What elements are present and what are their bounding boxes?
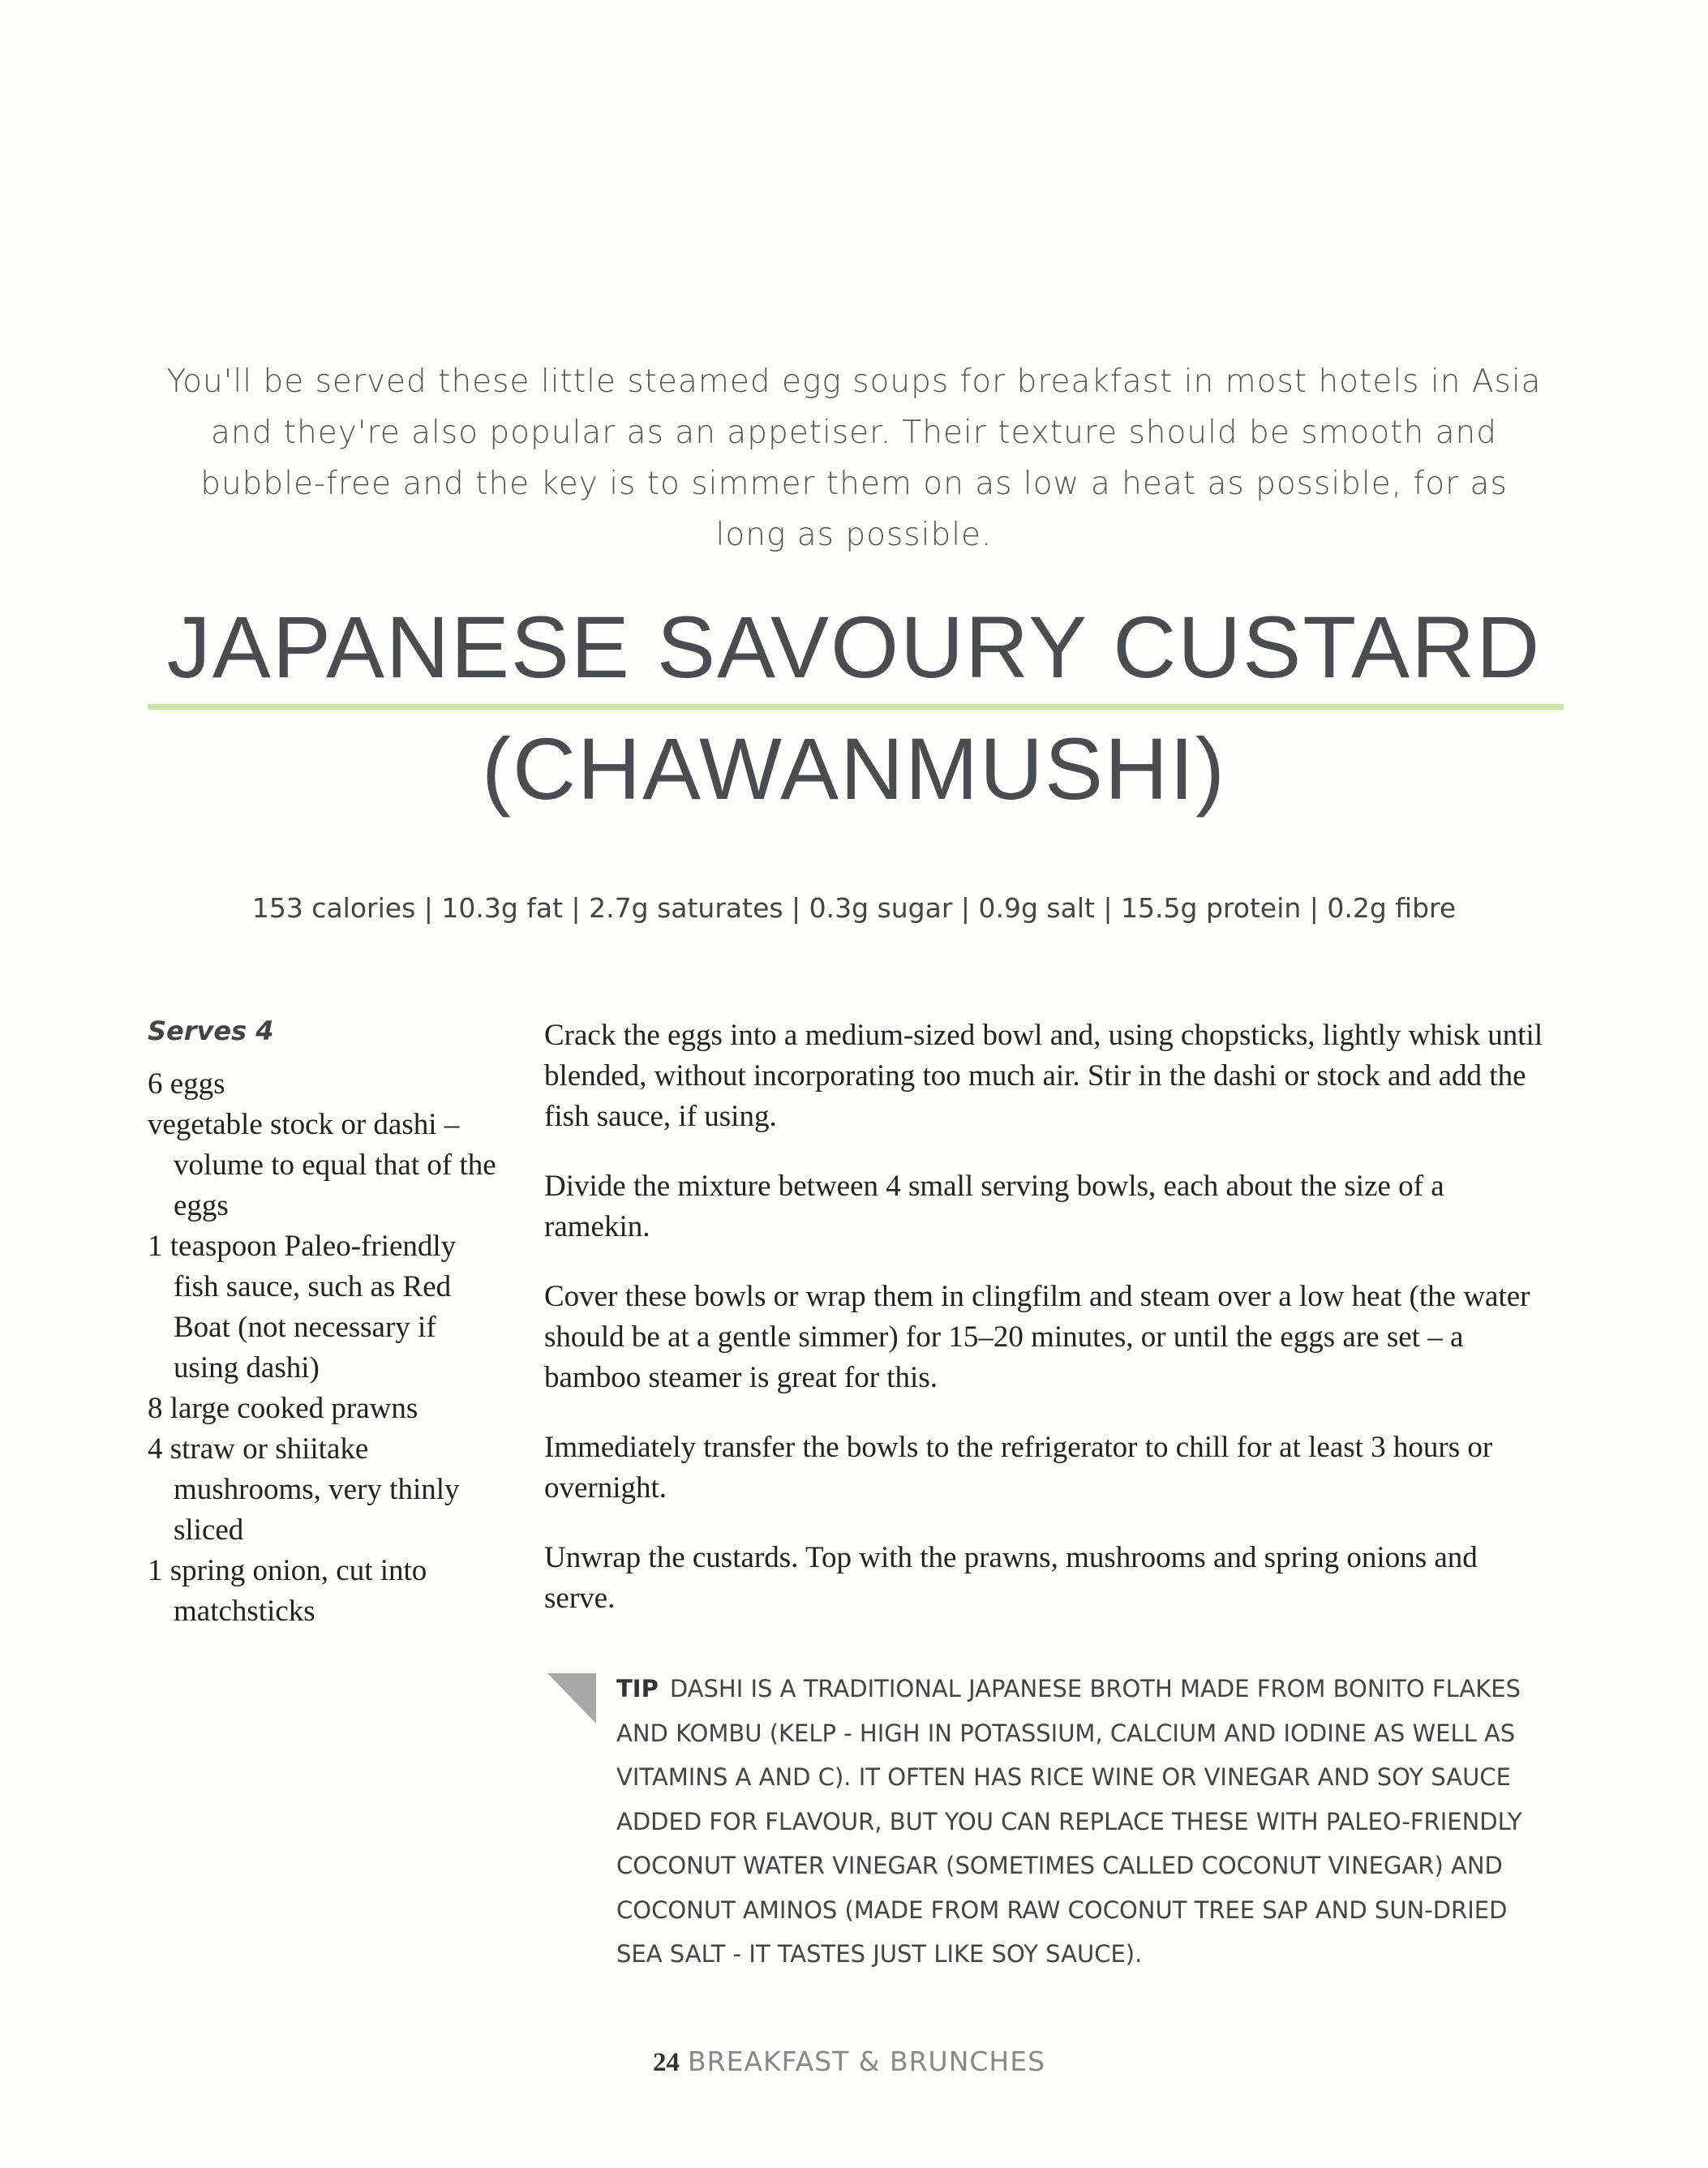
tip-triangle-icon	[547, 1673, 596, 1724]
intro-paragraph: You'll be served these little steamed egg soups for breakfast in most hotels in Asia and they're also popular as an appetiser. Their texture should be smooth and bubble-free and the key is to simmer them on as low a heat as possible, for as long as possible.	[166, 363, 1542, 553]
tip-box	[547, 1667, 1553, 1977]
tip-label: TIP	[616, 1675, 659, 1702]
tip-text: DASHI IS A TRADITIONAL JAPANESE BROTH MADE FROM BONITO FLAKES AND KOMBU (KELP - HIGH IN POTASSIUM, CALCIUM AND IODINE AS WELL AS VITAMINS A AND C). IT OFTEN HAS RICE WINE OR VINEGAR AND SOY SAUCE ADDED FOR FLAVOUR, BUT YOU CAN REPLACE THESE WITH PALEO-FRIENDLY COCONUT WATER VINEGAR (SOMETIMES CALLED COCONUT VINEGAR) AND COCONUT AMINOS (MADE FROM RAW COCONUT TREE SAP AND SUN-DRIED SEA SALT - IT TASTES JUST LIKE SOY SAUCE).	[616, 1675, 1522, 1968]
ingredient-item: vegetable stock or dashi – volume to equal that of the eggs	[148, 1108, 496, 1222]
ingredient-item: 4 straw or shiitake mushrooms, very thinly sliced	[148, 1432, 460, 1547]
method-step: Immediately transfer the bowls to the refrigerator to chill for at least 3 hours or overnight.	[544, 1431, 1493, 1505]
page-number: 24	[653, 2048, 680, 2077]
ingredient-item: 8 large cooked prawns	[148, 1392, 418, 1425]
page-footer	[653, 2046, 1045, 2078]
method-step: Divide the mixture between 4 small serving bowls, each about the size of a ramekin.	[544, 1170, 1444, 1243]
recipe-subtitle: (CHAWANMUSHI)	[482, 719, 1226, 818]
recipe-title: JAPANESE SAVOURY CUSTARD	[166, 598, 1542, 696]
title-divider	[148, 704, 1564, 710]
method-step: Crack the eggs into a medium-sized bowl and, using chopsticks, lightly whisk until blended, without incorporating too much air. Stir in the dashi or stock and add the fish sauce, if using.	[544, 1019, 1543, 1133]
ingredient-item: 1 teaspoon Paleo-friendly fish sauce, such as Red Boat (not necessary if using dashi)	[148, 1230, 457, 1385]
ingredient-item: 6 eggs	[148, 1067, 225, 1101]
method-column	[544, 1015, 1550, 1648]
serves-label: Serves 4	[148, 1015, 274, 1046]
section-name: BREAKFAST & BRUNCHES	[688, 2046, 1046, 2077]
method-step: Cover these bowls or wrap them in clingfilm and steam over a low heat (the water should be at a gentle simmer) for 15–20 minutes, or until the eggs are set – a bamboo steamer is great for this.	[544, 1280, 1530, 1394]
method-step: Unwrap the custards. Top with the prawns, mushrooms and spring onions and serve.	[544, 1541, 1478, 1615]
ingredient-item: 1 spring onion, cut into matchsticks	[148, 1554, 427, 1628]
nutrition-info: 153 calories | 10.3g fat | 2.7g saturates | 0.3g sugar | 0.9g salt | 15.5g protein | 0.2g fibre	[251, 892, 1457, 924]
ingredients-column	[148, 1015, 504, 1632]
